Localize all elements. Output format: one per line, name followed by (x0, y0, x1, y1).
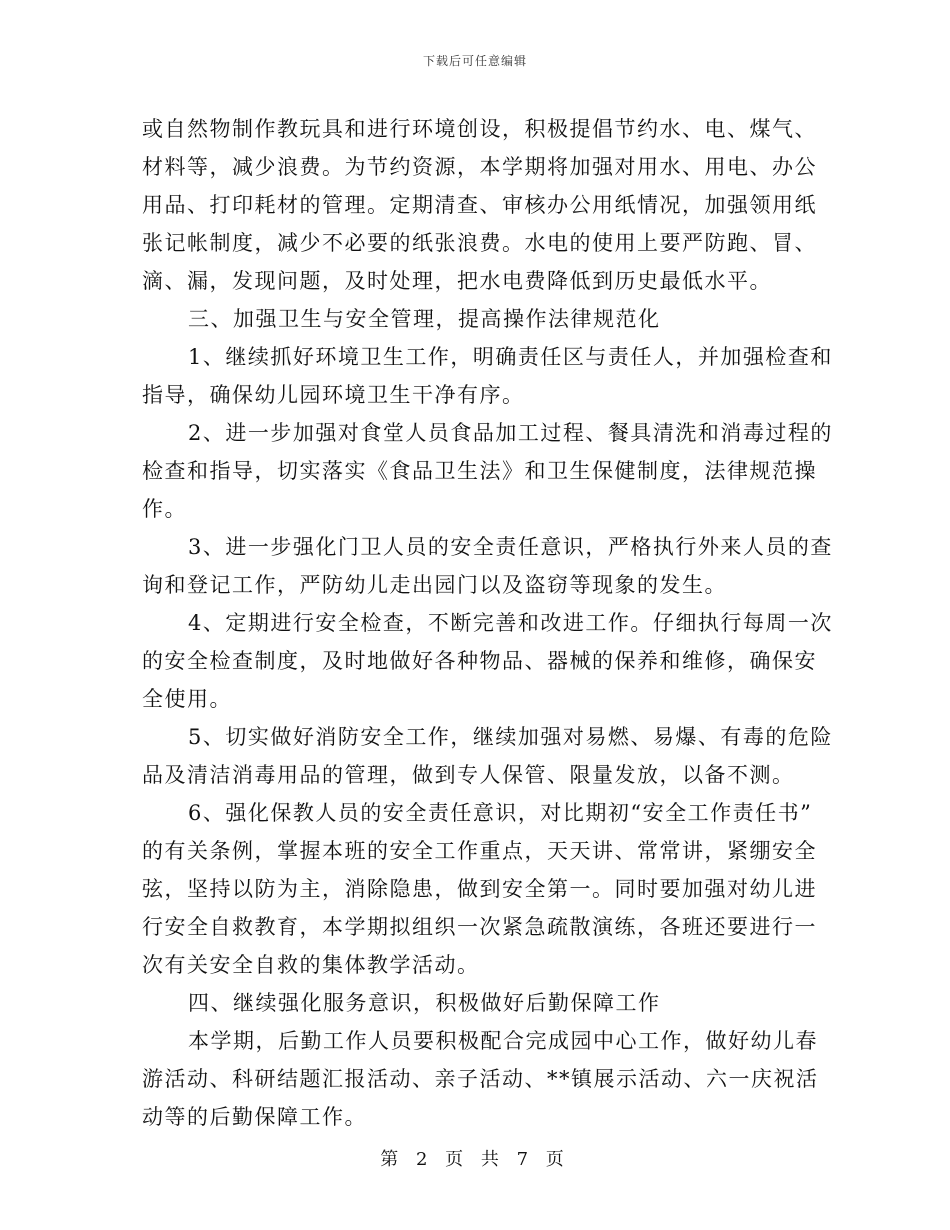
text-line: 品及清洁消毒用品的管理，做到专人保管、限量发放，以备不测。 (142, 763, 795, 787)
text-line: 全使用。 (142, 687, 232, 711)
document-body (142, 110, 833, 1136)
text-line: 用品、打印耗材的管理。定期清查、审核办公用纸情况，加强领用纸 (142, 193, 817, 217)
text-line: 本学期，后勤工作人员要积极配合完成园中心工作，做好幼儿春 (188, 1029, 818, 1053)
page-header: 下载后可任意编辑 (422, 54, 527, 68)
text-line: 指导，确保幼儿园环境卫生干净有序。 (142, 383, 525, 407)
section-heading: 三、加强卫生与安全管理，提高操作法律规范化 (188, 307, 661, 331)
text-line: 滴、漏，发现问题，及时处理，把水电费降低到历史最低水平。 (142, 269, 772, 293)
text-line: 询和登记工作，严防幼儿走出园门以及盗窃等现象的发生。 (142, 573, 727, 597)
text-line: 4、定期进行安全检查，不断完善和改进工作。仔细执行每周一次 (188, 611, 833, 635)
text-line: 动等的后勤保障工作。 (142, 1105, 367, 1129)
text-line: 3、进一步强化门卫人员的安全责任意识，严格执行外来人员的查 (188, 535, 833, 559)
text-line: 游活动、科研结题汇报活动、亲子活动、**镇展示活动、六一庆祝活 (142, 1067, 819, 1091)
text-line: 或自然物制作教玩具和进行环境创设，积极提倡节约水、电、煤气、 (142, 117, 817, 141)
text-line: 行安全自救教育，本学期拟组织一次紧急疏散演练，各班还要进行一 (142, 915, 817, 939)
text-line: 5、切实做好消防安全工作，继续加强对易燃、易爆、有毒的危险 (188, 725, 833, 749)
text-line: 的有关条例，掌握本班的安全工作重点，天天讲、常常讲，紧绷安全 (142, 839, 817, 863)
page-number: 第 2 页 共 7 页 (380, 1149, 570, 1170)
text-line: 材料等，减少浪费。为节约资源，本学期将加强对用水、用电、办公 (142, 155, 817, 179)
text-line: 的安全检查制度，及时地做好各种物品、器械的保养和维修，确保安 (142, 649, 817, 673)
text-line: 弦，坚持以防为主，消除隐患，做到安全第一。同时要加强对幼儿进 (142, 877, 817, 901)
text-line: 张记帐制度，减少不必要的纸张浪费。水电的使用上要严防跑、冒、 (142, 231, 817, 255)
text-line: 检查和指导，切实落实《食品卫生法》和卫生保健制度，法律规范操 (142, 459, 817, 483)
text-line: 次有关安全自救的集体教学活动。 (142, 953, 480, 977)
section-heading: 四、继续强化服务意识，积极做好后勤保障工作 (188, 991, 661, 1015)
text-line: 1、继续抓好环境卫生工作，明确责任区与责任人，并加强检查和 (188, 345, 833, 369)
text-line: 2、进一步加强对食堂人员食品加工过程、餐具清洗和消毒过程的 (188, 421, 833, 445)
text-line: 6、强化保教人员的安全责任意识，对比期初“安全工作责任书” (188, 801, 813, 825)
text-line: 作。 (142, 497, 187, 521)
